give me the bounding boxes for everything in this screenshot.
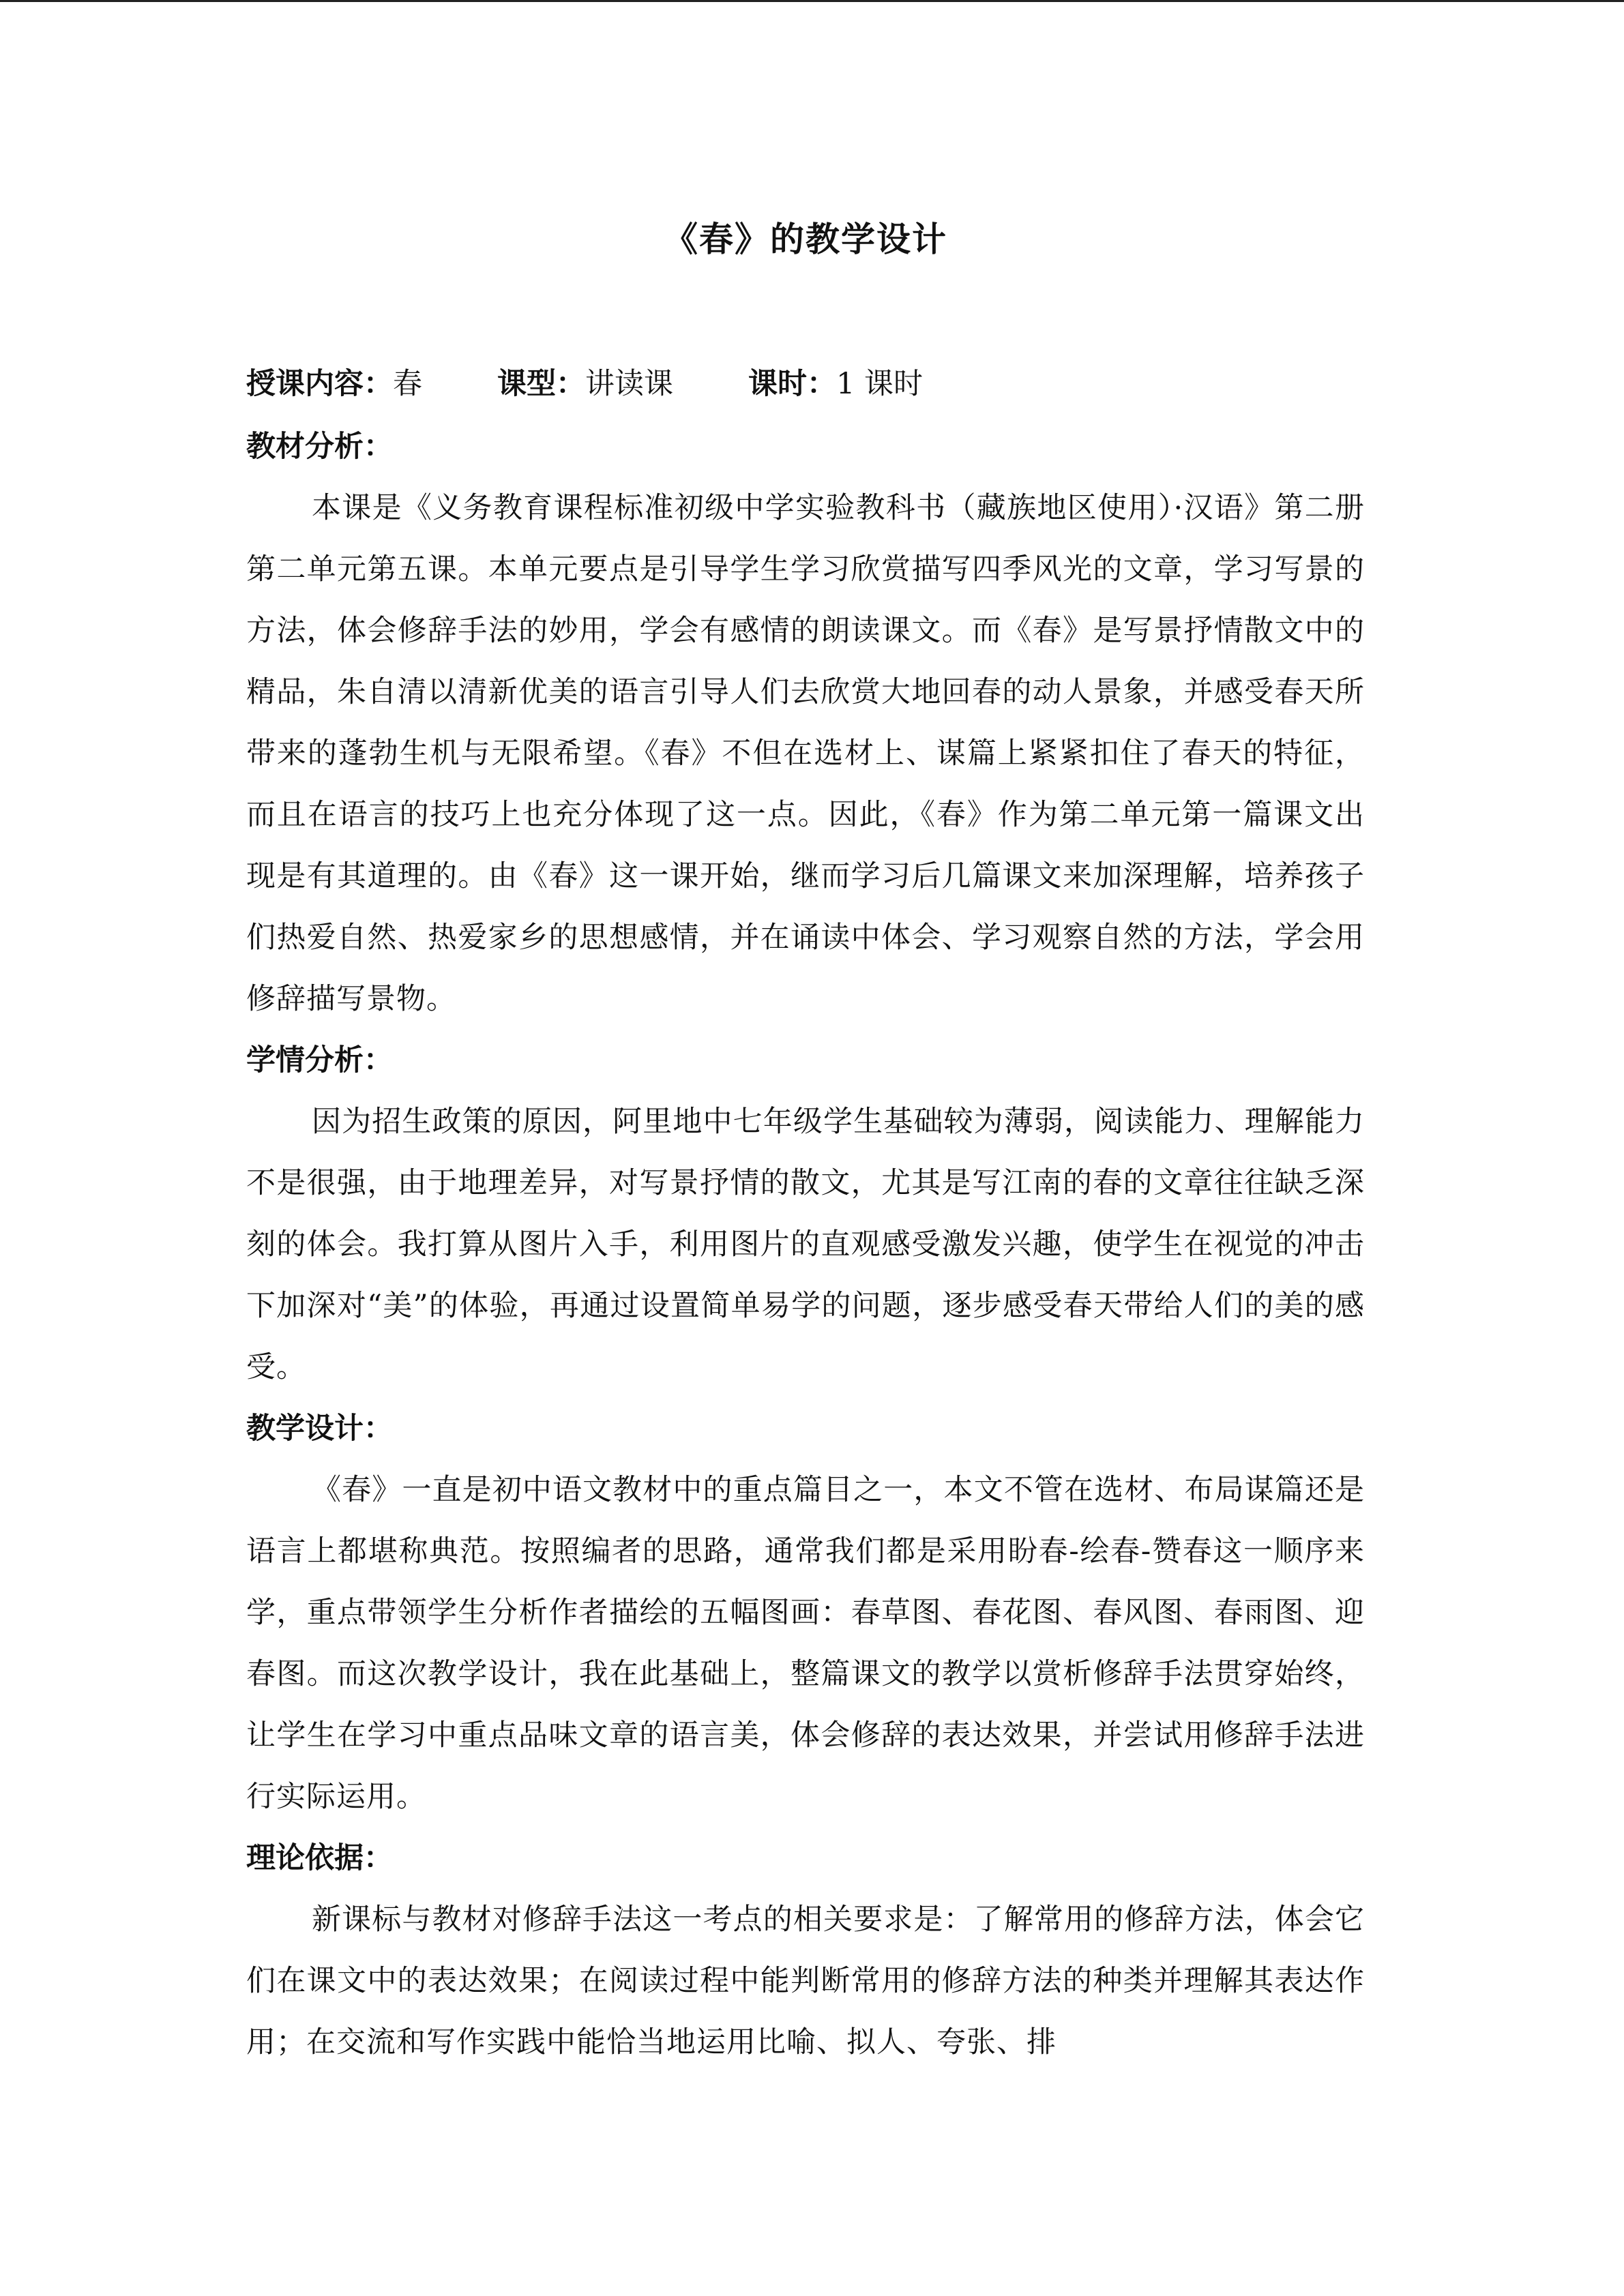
section-textbook-analysis bbox=[246, 416, 1365, 1030]
hours-value: 1 课时 bbox=[836, 367, 924, 401]
section-heading: 理论依据： bbox=[246, 1841, 393, 1875]
lesson-meta-line bbox=[246, 360, 923, 408]
section-theoretical-basis bbox=[246, 1828, 1365, 2073]
section-student-analysis bbox=[246, 1030, 1365, 1398]
content-label: 授课内容： bbox=[246, 367, 393, 401]
section-heading: 学情分析： bbox=[246, 1043, 393, 1077]
type-value: 讲读课 bbox=[585, 367, 673, 401]
section-heading: 教材分析： bbox=[246, 430, 393, 464]
hours-label: 课时： bbox=[748, 367, 836, 401]
section-paragraph: 本课是《义务教育课程标准初级中学实验教科书（藏族地区使用）·汉语》第二册第二单元第五课。本单元要点是引导学生学习欣赏描写四季风光的文章，学习写景的方法，体会修辞手法的妙用，学会有感情的朗读课文。而《春》是写景抒情散文中的精品，朱自清以清新优美的语言引导人们去欣赏大地回春的动人景象，并感受春天所带来的蓬勃生机与无限希望。《春》不但在选材上、谋篇上紧紧扣住了春天的特征，而且在语言的技巧上也充分体现了这一点。因此，《春》作为第二单元第一篇课文出现是有其道理的。由《春》这一课开始，继而学习后几篇课文来加深理解，培养孩子们热爱自然、热爱家乡的思想感情，并在诵读中体会、学习观察自然的方法，学会用修辞描写景物。 bbox=[246, 491, 1365, 1016]
section-teaching-design bbox=[246, 1398, 1365, 1828]
content-value: 春 bbox=[393, 367, 422, 401]
type-label: 课型： bbox=[497, 367, 585, 401]
document-title: 《春》的教学设计 bbox=[664, 219, 947, 259]
page-top-border bbox=[0, 0, 1624, 2]
document-body bbox=[246, 416, 1365, 2073]
section-paragraph: 新课标与教材对修辞手法这一考点的相关要求是：了解常用的修辞方法，体会它们在课文中的表达效果；在阅读过程中能判断常用的修辞方法的种类并理解其表达作用；在交流和写作实践中能恰当地运用比喻、拟人、夸张、排 bbox=[246, 1903, 1365, 2059]
section-paragraph: 因为招生政策的原因，阿里地中七年级学生基础较为薄弱，阅读能力、理解能力不是很强，由于地理差异，对写景抒情的散文，尤其是写江南的春的文章往往缺乏深刻的体会。我打算从图片入手，利用图片的直观感受激发兴趣，使学生在视觉的冲击下加深对“美”的体验，再通过设置简单易学的问题，逐步感受春天带给人们的美的感受。 bbox=[246, 1105, 1365, 1384]
section-paragraph: 《春》一直是初中语文教材中的重点篇目之一，本文不管在选材、布局谋篇还是语言上都堪称典范。按照编者的思路，通常我们都是采用盼春-绘春-赞春这一顺序来学，重点带领学生分析作者描绘的五幅图画：春草图、春花图、春风图、春雨图、迎春图。而这次教学设计，我在此基础上，整篇课文的教学以赏析修辞手法贯穿始终，让学生在学习中重点品味文章的语言美，体会修辞的表达效果，并尝试用修辞手法进行实际运用。 bbox=[246, 1473, 1365, 1814]
section-heading: 教学设计： bbox=[246, 1412, 393, 1446]
